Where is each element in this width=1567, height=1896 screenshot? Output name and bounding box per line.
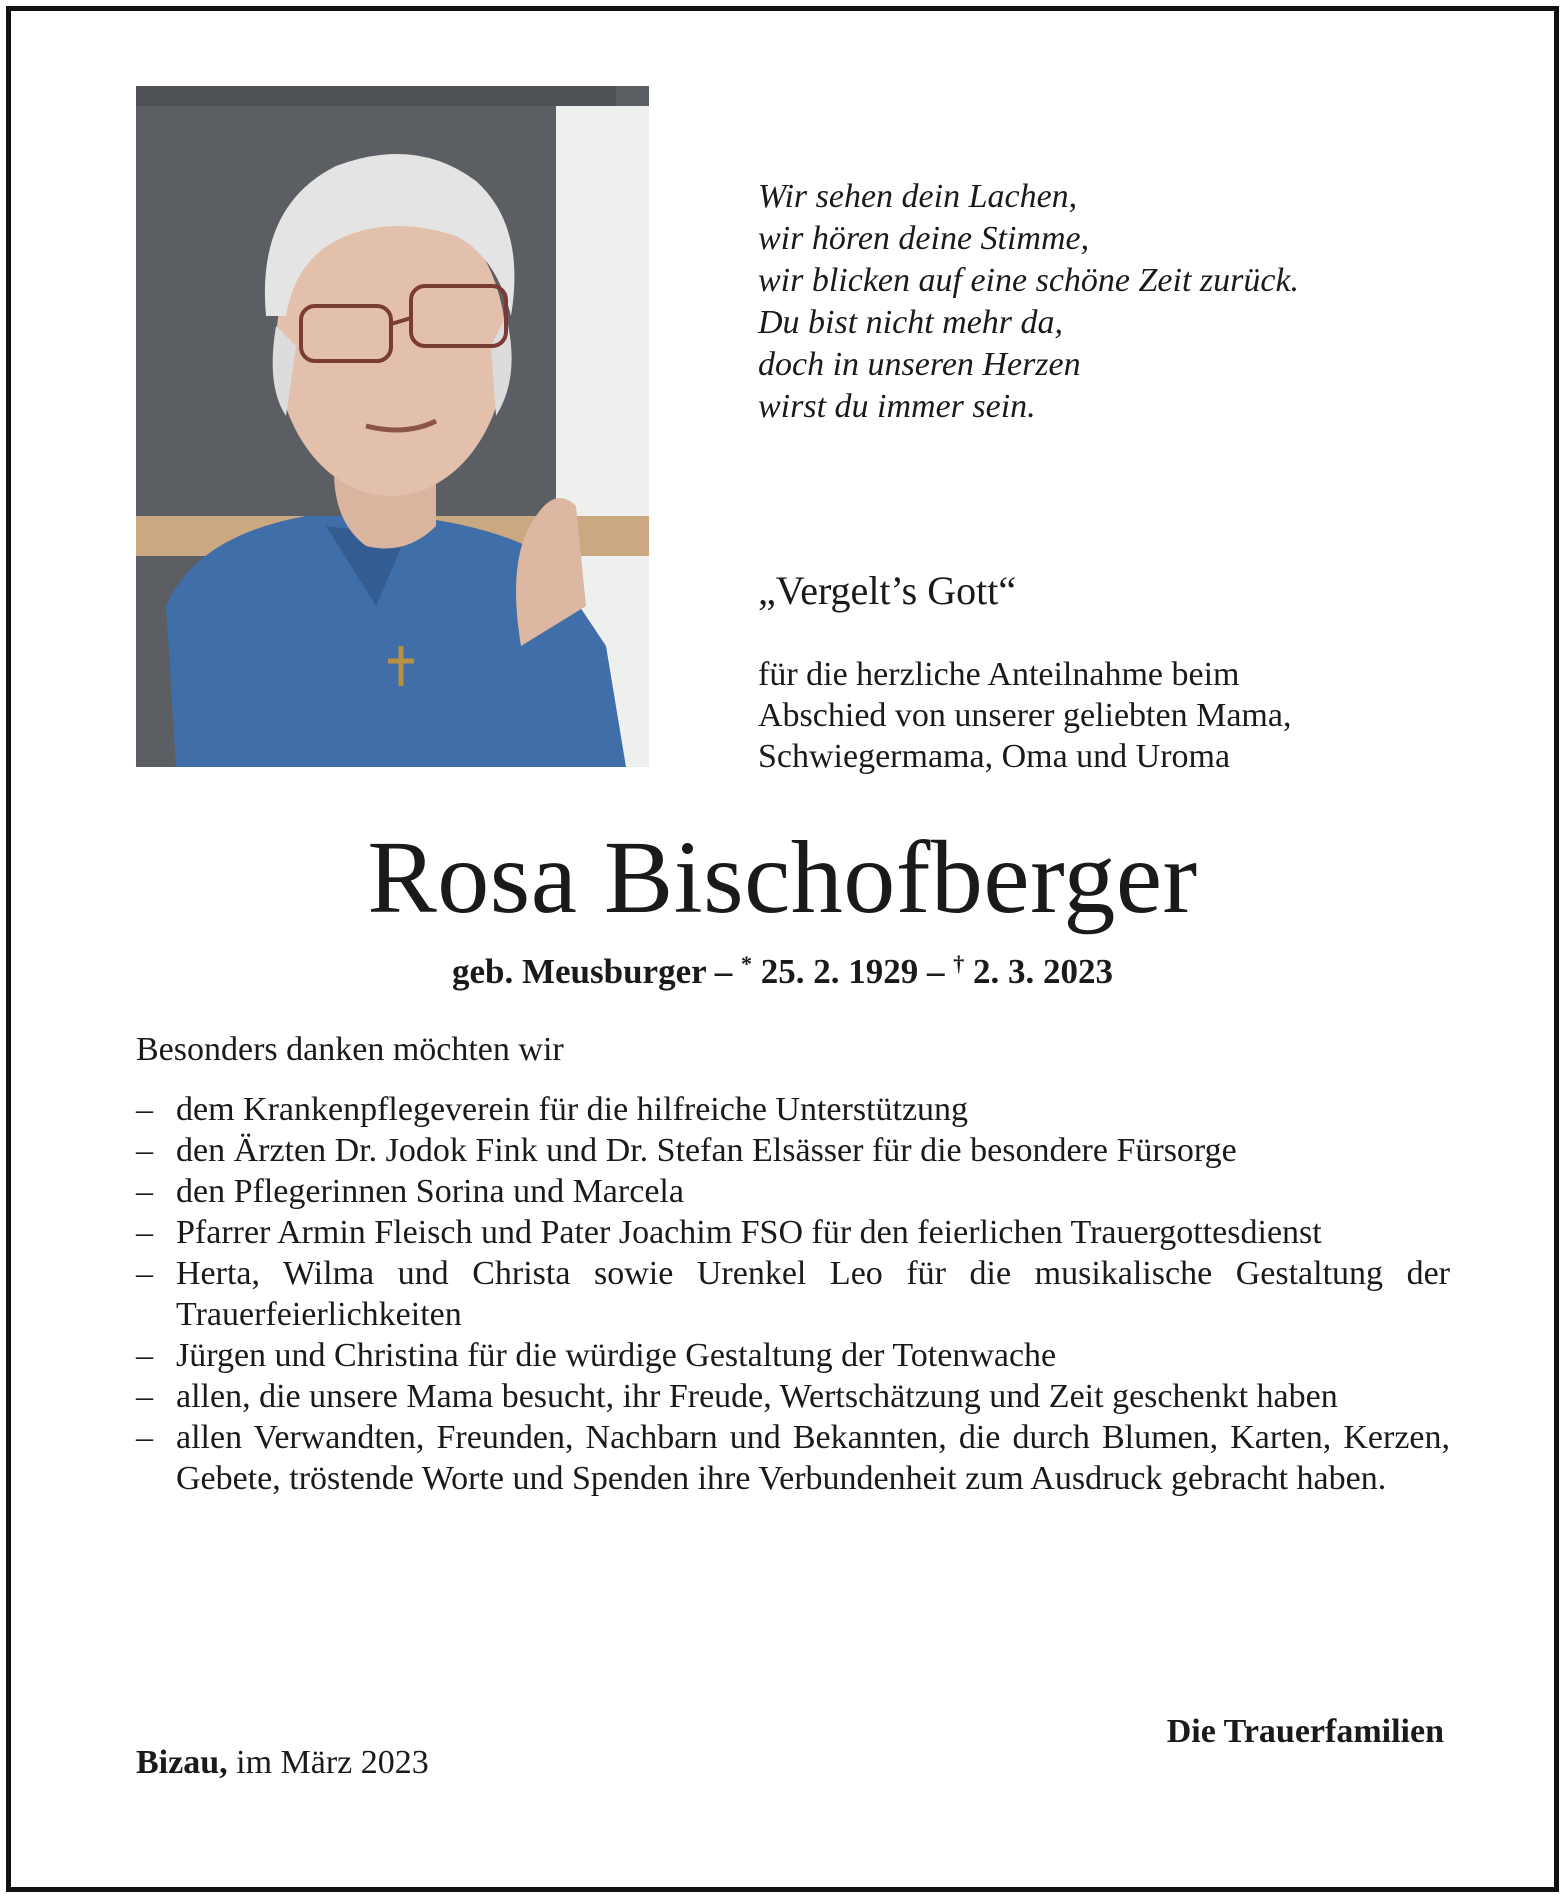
list-item: – Jürgen und Christina für die würdige Gestaltung der Totenwache [136,1335,1450,1376]
thanks-line: für die herzliche Anteilnahme beim [758,656,1240,693]
poem-line: wir hören deine Stimme, [758,220,1090,257]
date-separator: – [706,952,742,991]
thanks-text [758,654,1450,777]
town: Bizau, [136,1744,228,1781]
deceased-name: Rosa Bischofberger [367,820,1198,935]
list-item: – dem Krankenpflegeverein für die hilfreiche Unterstützung [136,1089,1450,1130]
poem-line: wirst du immer sein. [758,388,1036,425]
list-item: – den Pflegerinnen Sorina und Marcela [136,1171,1450,1212]
poem [758,176,1299,428]
poem-line: doch in unseren Herzen [758,346,1081,383]
life-dates [11,951,1554,992]
thanks-heading: „Vergelt’s Gott“ [758,568,1017,613]
maiden-name: geb. Meusburger [451,952,707,991]
death-date: 2. 3. 2023 [973,952,1114,991]
list-item: – Pfarrer Armin Fleisch und Pater Joachim FSO für den feierlichen Trauergottesdienst [136,1212,1450,1253]
poem-line: Wir sehen dein Lachen, [758,178,1078,215]
portrait-photo [136,86,649,767]
place-date [136,1744,429,1782]
poem-line: wir blicken auf eine schöne Zeit zurück. [758,262,1300,299]
acknowledgements-list [136,1089,1450,1499]
obituary-card [6,6,1559,1892]
list-item: – allen, die unsere Mama besucht, ihr Freude, Wertschätzung und Zeit geschenkt haben [136,1376,1450,1417]
list-item: – Herta, Wilma und Christa sowie Urenkel Leo für die musikalische Gestaltung der Trauerfeierlichkeiten [136,1253,1450,1335]
date-separator: – [918,952,954,991]
list-item: – allen Verwandten, Freunden, Nachbarn und Bekannten, die durch Blumen, Karten, Kerzen, Gebete, tröstende Worte und Spenden ihre Verbundenheit zum Ausdruck gebracht haben. [136,1417,1450,1499]
birth-date: 25. 2. 1929 [760,952,919,991]
thanks-line: Abschied von unserer geliebten Mama, [758,697,1292,734]
list-item: – den Ärzten Dr. Jodok Fink und Dr. Stefan Elsässer für die besondere Fürsorge [136,1130,1450,1171]
acknowledgements-intro: Besonders danken möchten wir [136,1031,564,1068]
portrait-image [136,86,649,767]
death-symbol: † [953,951,965,976]
birth-symbol: * [741,951,753,976]
thanks-line: Schwiegermama, Oma und Uroma [758,738,1231,775]
signoff: Die Trauerfamilien [1166,1713,1444,1750]
poem-line: Du bist nicht mehr da, [758,304,1064,341]
month-year: im März 2023 [236,1744,429,1781]
